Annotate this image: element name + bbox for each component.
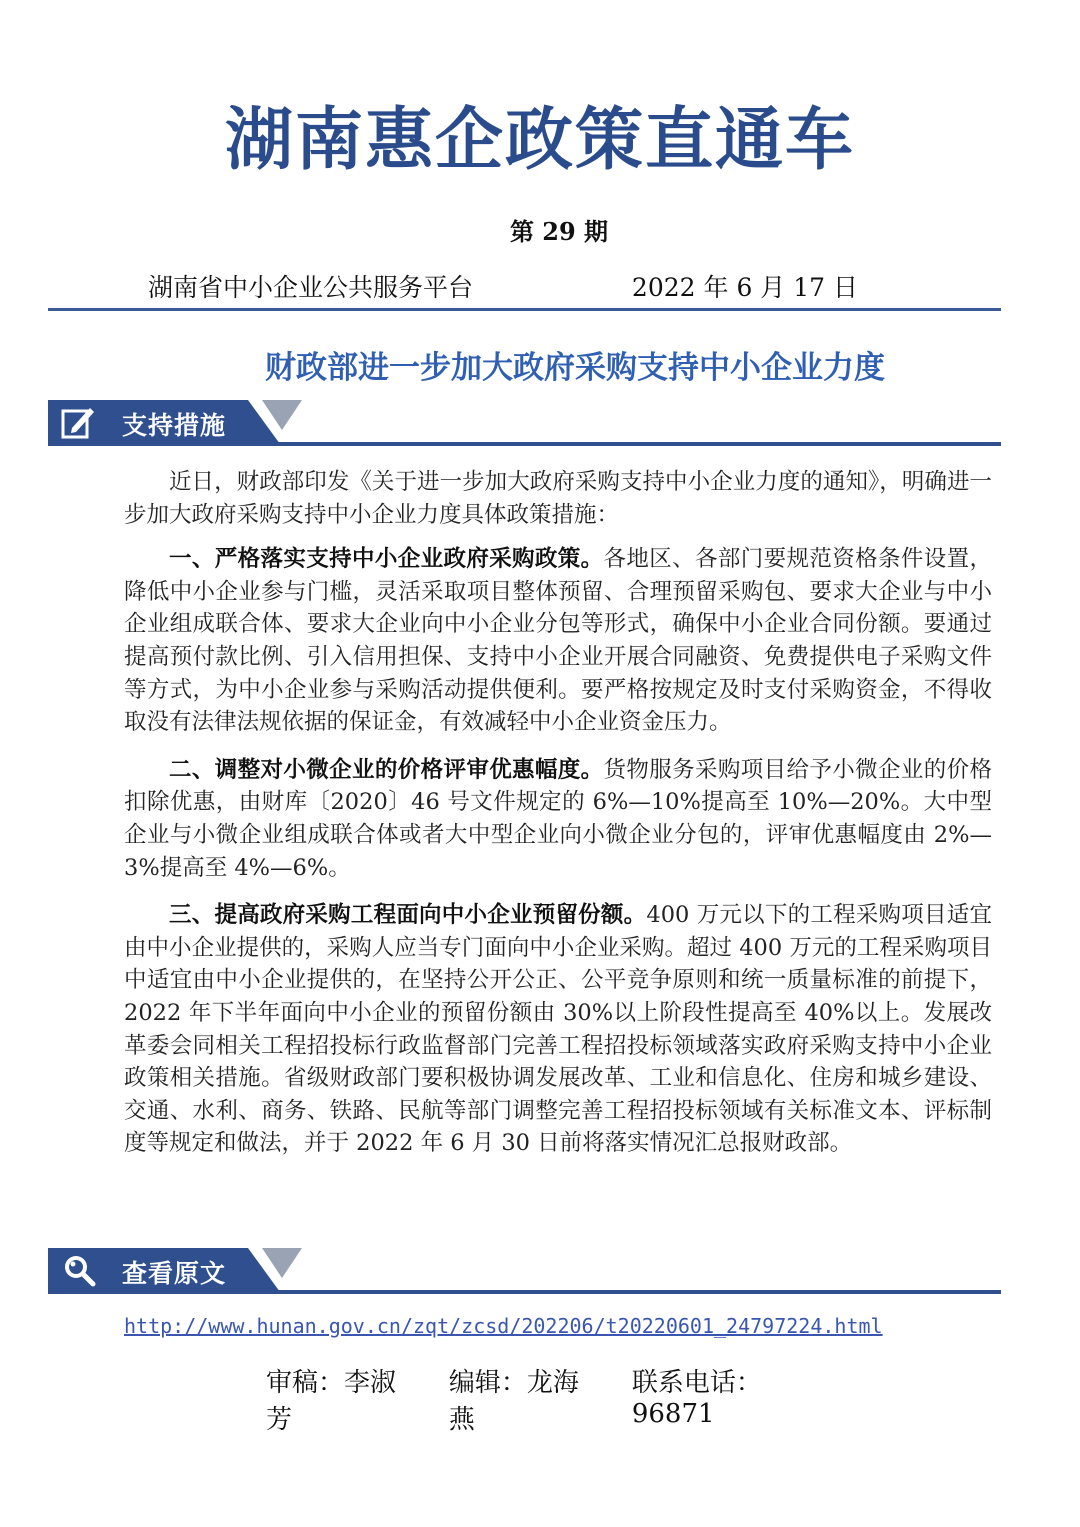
source-link[interactable]: http://www.hunan.gov.cn/zqt/zcsd/202206/t20220601_24797224.html <box>124 1314 883 1338</box>
reviewer: 审稿：李淑芳 <box>266 1368 397 1435</box>
editor: 编辑：龙海燕 <box>448 1368 579 1435</box>
issue-number: 第 29 期 <box>509 217 609 246</box>
section-label-original: 查看原文 <box>122 1259 227 1288</box>
publisher-row <box>148 268 858 304</box>
publisher: 湖南省中小企业公共服务平台 <box>148 273 474 302</box>
magnifier-icon <box>60 1252 96 1288</box>
intro-paragraph: 近日，财政部印发《关于进一步加大政府采购支持中小企业力度的通知》，明确进一步加大政府采购支持中小企业力度具体政策措施： <box>124 469 992 528</box>
section-label-measures: 支持措施 <box>122 411 227 440</box>
policy-item-2: 二、调整对小微企业的价格评审优惠幅度。货物服务采购项目给予小微企业的价格扣除优惠，由财库〔2020〕46 号文件规定的 6%—10%提高至 10%—20%。大中型企业与小微企业组成联合体或者大中型企业向小微企业分包的，评审优惠幅度由 2%—3%提高至 4%—6%。 <box>124 756 992 881</box>
masthead-title: 湖南惠企政策直通车 <box>224 101 855 180</box>
article-title: 财政部进一步加大政府采购支持中小企业力度 <box>265 350 885 386</box>
section-bar-measures <box>48 400 1001 448</box>
footer-credits <box>266 1362 866 1436</box>
publish-date: 2022 年 6 月 17 日 <box>631 273 858 302</box>
policy-item-3: 三、提高政府采购工程面向中小企业预留份额。400 万元以下的工程采购项目适宜由中小企业提供的，采购人应当专门面向中小企业采购。超过 400 万元的工程采购项目中适宜由中小企业提供的，在坚持公开公正、公平竞争原则和统一质量标准的前提下，2022 年下半年面向中小企业的预留份额由 30%以上阶段性提高至 40%以上。发展改革委会同相关工程招投标行政监督部门完善工程招投标领域落实政府采购支持中小企业政策相关措施。省级财政部门要积极协调发展改革、工业和信息化、住房和城乡建设、交通、水利、商务、铁路、民航等部门调整完善工程招投标领域有关标准文本、评标制度等规定和做法，并于 2022 年 6 月 30 日前将落实情况汇总报财政部。 <box>124 902 992 1157</box>
policy-item-1: 一、严格落实支持中小企业政府采购政策。各地区、各部门要规范资格条件设置，降低中小企业参与门槛，灵活采取项目整体预留、合理预留采购包、要求大企业与中小企业组成联合体、要求大企业向中小企业分包等形式，确保中小企业合同份额。要通过提高预付款比例、引入信用担保、支持中小企业开展合同融资、免费提供电子采购文件等方式，为中小企业参与采购活动提供便利。要严格按规定及时支付采购资金，不得收取没有法律法规依据的保证金，有效减轻中小企业资金压力。 <box>124 546 992 736</box>
article-body <box>124 466 992 1175</box>
header-divider <box>48 308 1001 311</box>
contact-phone: 联系电话：96871 <box>631 1368 762 1429</box>
pencil-note-icon <box>60 404 96 440</box>
section-bar-original <box>48 1248 1001 1296</box>
